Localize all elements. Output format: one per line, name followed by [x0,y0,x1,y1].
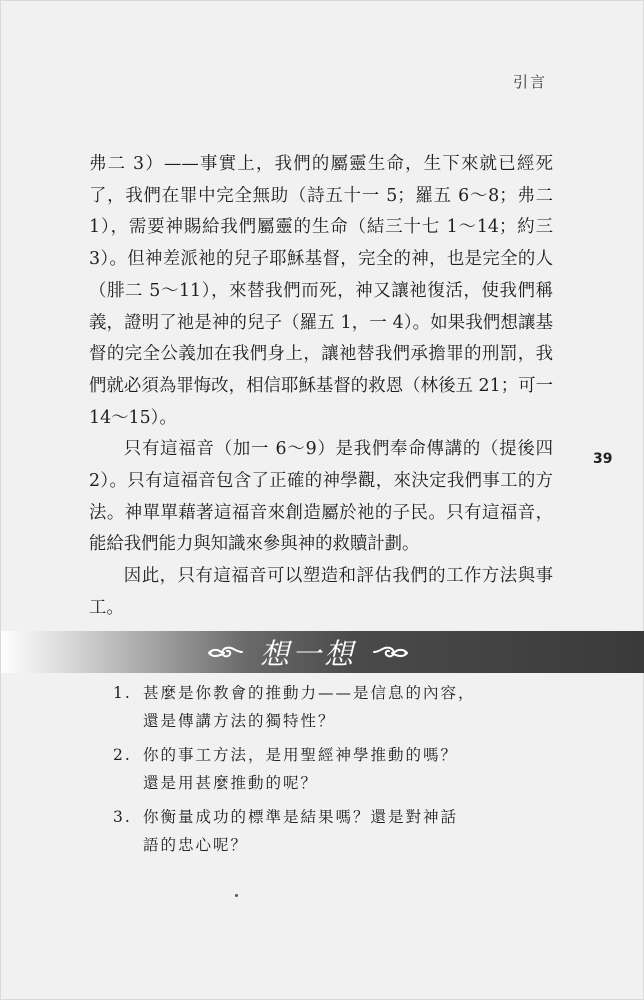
print-speck [235,894,238,897]
page-number: 39 [593,451,613,467]
swirl-ornament-icon [206,641,246,663]
reflection-title: 想一想 [260,636,357,671]
question-line: 語的忠心呢？ [143,836,249,854]
reflection-questions [113,679,533,865]
question-line: 還是用甚麼推動的呢？ [143,774,319,792]
question-line: 還是傳講方法的獨特性？ [143,712,336,730]
question-line: 你的事工方法，是用聖經神學推動的嗎？ [143,746,459,764]
question-item [113,803,533,859]
running-head: 引言 [513,73,548,91]
paragraph: 只有這福音（加一 6～9）是我們奉命傳講的（提後四 2）。只有這福音包含了正確的神學觀，來決定我們事工的方法。神單單藉著這福音來創造屬於祂的子民。只有這福音，能給我們能力與知識來參與神的救贖計劃。 [89,439,553,555]
question-item [113,741,533,797]
question-line: 你衡量成功的標準是結果嗎？還是對神話 [143,808,459,826]
body-text [89,149,553,625]
swirl-ornament-icon [370,641,410,663]
question-number: 2. [113,746,132,764]
question-number: 3. [113,808,132,826]
paragraph: 因此，只有這福音可以塑造和評估我們的工作方法與事工。 [89,566,553,618]
reflection-banner [1,631,644,673]
paragraph: 弗二 3）——事實上，我們的屬靈生命，生下來就已經死了，我們在罪中完全無助（詩五十一 5；羅五 6～8；弗二 1），需要神賜給我們屬靈的生命（結三十七 1～14；約三 3）。但神差派祂的兒子耶穌基督，完全的神，也是完全的人（腓二 5～11），來替我們而死，神又讓祂復活，使我們稱義，證明了祂是神的兒子（羅五 1，一 4）。如果我們想讓基督的完全公義加在我們身上，讓祂替我們承擔罪的刑罰，我們就必須為罪悔改，相信耶穌基督的救恩（林後五 21；可一 14～15）。 [89,154,553,428]
question-line: 甚麼是你教會的推動力——是信息的內容， [143,684,476,702]
question-item [113,679,533,735]
question-number: 1. [113,684,132,702]
